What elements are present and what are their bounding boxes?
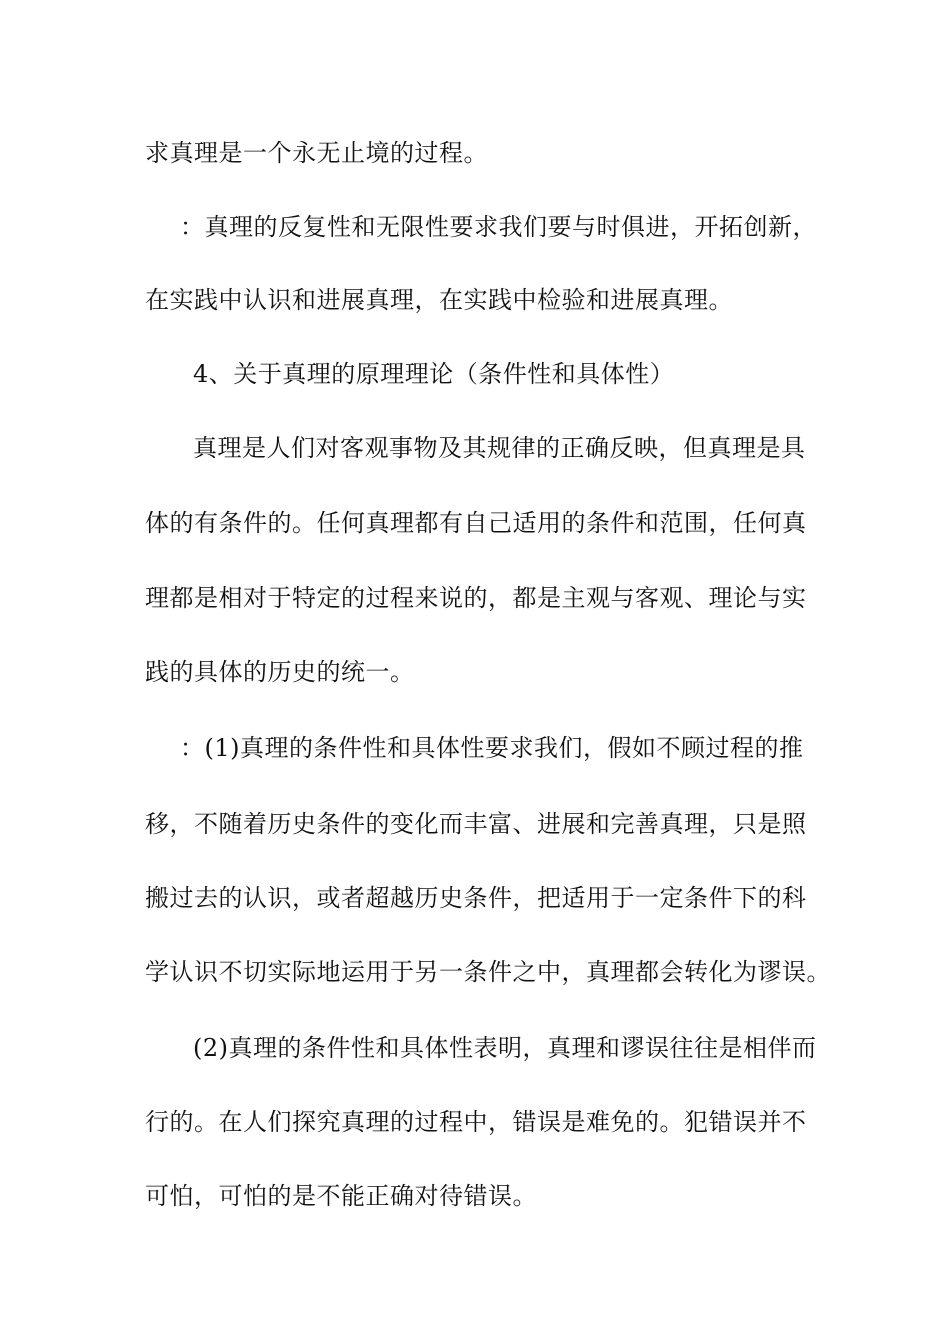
text-line: 可怕，可怕的是不能正确对待错误。 bbox=[145, 1182, 537, 1210]
text-line: 求真理是一个永无止境的过程。 bbox=[145, 139, 488, 167]
text-line: 真理是人们对客观事物及其规律的正确反映，但真理是具 bbox=[193, 434, 806, 462]
text-line: (2)真理的条件性和具体性表明，真理和谬误往往是相伴而 bbox=[193, 1034, 817, 1062]
text-line: ：真理的反复性和无限性要求我们要与时俱进，开拓创新， bbox=[180, 213, 817, 241]
text-line: 搬过去的认识，或者超越历史条件，把适用于一定条件下的科 bbox=[145, 884, 807, 912]
text-line: ：(1)真理的条件性和具体性要求我们，假如不顾过程的推 bbox=[180, 734, 804, 762]
text-line: 行的。在人们探究真理的过程中，错误是难免的。犯错误并不 bbox=[145, 1108, 807, 1136]
text-line: 移，不随着历史条件的变化而丰富、进展和完善真理，只是照 bbox=[145, 810, 807, 838]
text-line: 在实践中认识和进展真理，在实践中检验和进展真理。 bbox=[145, 286, 733, 314]
text-line: 学认识不切实际地运用于另一条件之中，真理都会转化为谬误。 bbox=[145, 958, 831, 986]
text-line: 践的具体的历史的统一。 bbox=[145, 658, 415, 686]
section-heading: 4、关于真理的原理理论（条件性和具体性） bbox=[193, 360, 675, 388]
text-line: 理都是相对于特定的过程来说的，都是主观与客观、理论与实 bbox=[145, 584, 807, 612]
text-line: 体的有条件的。任何真理都有自己适用的条件和范围，任何真 bbox=[145, 509, 807, 537]
